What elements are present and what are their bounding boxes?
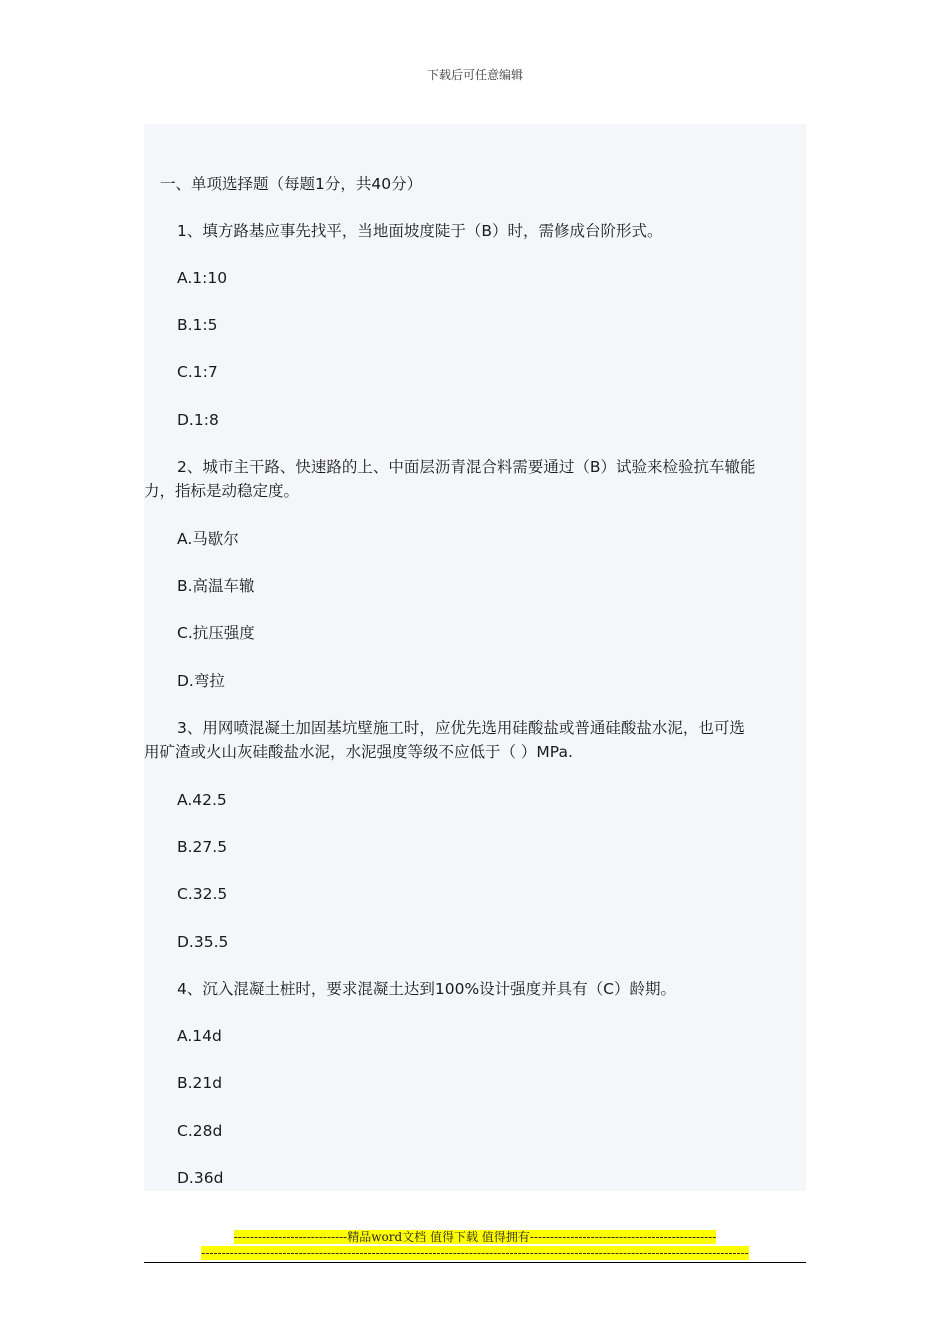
question-4-option-c: C.28d <box>177 1122 223 1140</box>
footer-banner-text1: ----------------------------精品word文档 值得下载 值得拥有---------------------------------------------- <box>233 1230 717 1244</box>
page-header-note: 下载后可任意编辑 <box>426 68 523 82</box>
question-3-stem-line1: 3、用网喷混凝土加固基坑壁施工时，应优先选用硅酸盐或普通硅酸盐水泥，也可选 <box>177 719 745 737</box>
question-3-option-d: D.35.5 <box>177 933 229 951</box>
question-3-option-c: C.32.5 <box>177 885 228 903</box>
footer-banner-line2 <box>0 1246 950 1261</box>
question-3-stem-line2: 用矿渣或火山灰硅酸盐水泥，水泥强度等级不应低于（ ）MPa. <box>144 743 573 761</box>
question-2-stem-line1: 2、城市主干路、快速路的上、中面层沥青混合料需要通过（B）试验来检验抗车辙能 <box>177 458 756 476</box>
question-2-option-d: D.弯拉 <box>177 672 225 690</box>
question-4-option-a: A.14d <box>177 1027 222 1045</box>
question-3-option-b: B.27.5 <box>177 838 228 856</box>
footer-banner-line1 <box>0 1230 950 1245</box>
question-4-option-b: B.21d <box>177 1074 223 1092</box>
question-2-option-a: A.马歇尔 <box>177 530 239 548</box>
section-title: 一、单项选择题（每题1分，共40分） <box>160 175 423 193</box>
question-4-stem: 4、沉入混凝土桩时，要求混凝土达到100%设计强度并具有（C）龄期。 <box>177 980 676 998</box>
question-2-option-b: B.高温车辙 <box>177 577 255 595</box>
question-4-option-d: D.36d <box>177 1169 224 1187</box>
question-1-option-a: A.1:10 <box>177 269 228 287</box>
question-1-option-b: B.1:5 <box>177 316 218 334</box>
question-1-option-d: D.1:8 <box>177 411 219 429</box>
footer-rule <box>144 1262 806 1263</box>
question-3-option-a: A.42.5 <box>177 791 227 809</box>
question-1-option-c: C.1:7 <box>177 363 218 381</box>
question-2-stem-line2: 力，指标是动稳定度。 <box>144 482 300 500</box>
question-1-stem: 1、填方路基应事先找平，当地面坡度陡于（B）时，需修成台阶形式。 <box>177 222 663 240</box>
footer-banner-text2: --------------------------------------------------------------------------------------------------------------------------------------- <box>201 1246 749 1260</box>
document-body <box>144 124 806 1191</box>
question-2-option-c: C.抗压强度 <box>177 624 255 642</box>
